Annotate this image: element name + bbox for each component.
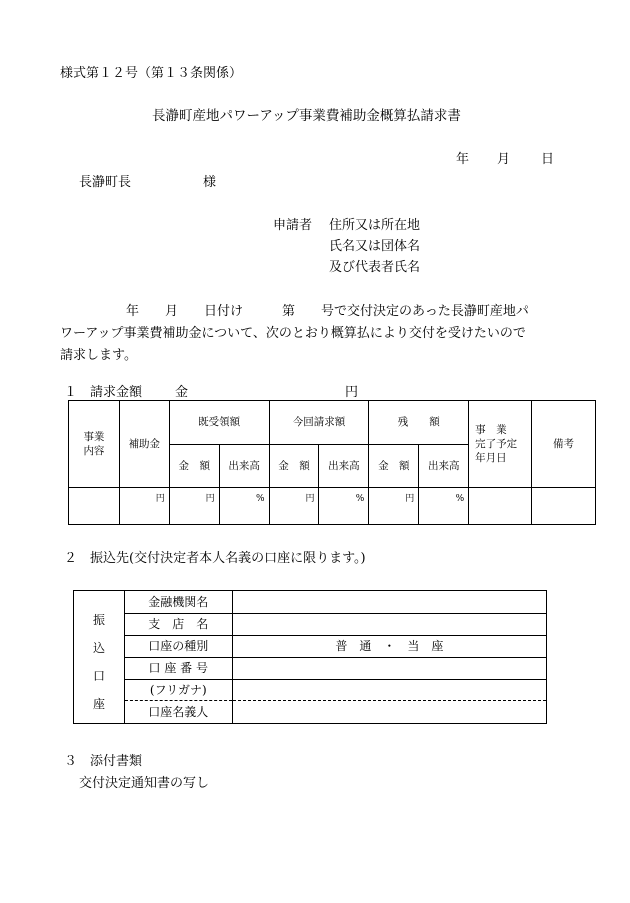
header-konkai: 今回請求額 <box>269 401 369 445</box>
section1-yen: 円 <box>345 385 359 400</box>
label-account-number: 口 座 番 号 <box>124 658 232 680</box>
side-char-3: 口 <box>92 669 105 683</box>
header-jigyo-naiyo: 事業 内容 <box>69 401 120 488</box>
cell-zan-kingaku[interactable]: 円 <box>369 488 419 525</box>
attachment-item: 交付決定通知書の写し <box>79 776 210 791</box>
header-dekidaka: 出来高 <box>219 445 269 488</box>
request-amount-table <box>68 400 596 525</box>
section1-heading: １ 請求金額 <box>64 385 143 400</box>
bank-transfer-table <box>73 590 547 724</box>
body-line-3: 請求します。 <box>60 348 137 363</box>
bank-side-label <box>74 591 125 724</box>
body-line-2: ワーアップ事業費補助金について、次のとおり概算払により交付を受けたいので <box>60 326 526 341</box>
header-zan: 残 額 <box>369 401 469 445</box>
side-char-1: 振 <box>92 613 105 627</box>
header-dekidaka: 出来高 <box>319 445 369 488</box>
request-body <box>60 301 580 367</box>
field-branch[interactable] <box>232 614 546 636</box>
header-kanryo: 事 業 完了予定 年月日 <box>469 401 532 488</box>
header-biko: 備考 <box>532 401 596 488</box>
cell-jigyo-naiyo[interactable] <box>69 488 120 525</box>
field-furigana[interactable] <box>232 680 546 701</box>
field-bank-name[interactable] <box>232 591 546 614</box>
form-number: 様式第１２号（第１３条関係） <box>60 66 243 81</box>
label-bank-name: 金融機関名 <box>124 591 232 614</box>
section1-kin: 金 <box>175 385 189 400</box>
applicant-address: 住所又は所在地 <box>329 218 421 233</box>
date-year: 年 <box>456 152 470 167</box>
label-account-type: 口座の種別 <box>124 636 232 658</box>
cell-kijuryo-dekidaka[interactable]: % <box>219 488 269 525</box>
cell-zan-dekidaka[interactable]: % <box>419 488 469 525</box>
header-kijuryo: 既受領額 <box>169 401 269 445</box>
field-account-type[interactable]: 普 通 ・ 当 座 <box>232 636 546 658</box>
header-dekidaka: 出来高 <box>419 445 469 488</box>
header-hojokin: 補助金 <box>119 401 169 488</box>
cell-konkai-dekidaka[interactable]: % <box>319 488 369 525</box>
body-line-1: 年 月 日付け 第 号で交付決定のあった長瀞町産地パ <box>126 304 529 319</box>
document-title: 長瀞町産地パワーアップ事業費補助金概算払請求書 <box>152 108 461 124</box>
cell-hojokin[interactable]: 円 <box>119 488 169 525</box>
label-account-holder: 口座名義人 <box>124 701 232 724</box>
field-account-number[interactable] <box>232 658 546 680</box>
applicant-name: 氏名又は団体名 <box>329 239 421 254</box>
header-kingaku: 金 額 <box>169 445 219 488</box>
cell-konkai-kingaku[interactable]: 円 <box>269 488 319 525</box>
section2-heading: ２ 振込先(交付決定者本人名義の口座に限ります。) <box>64 551 366 566</box>
section3-heading: ３ 添付書類 <box>64 754 143 769</box>
label-furigana: (フリガナ) <box>124 680 232 701</box>
label-branch: 支 店 名 <box>124 614 232 636</box>
side-char-2: 込 <box>92 641 105 655</box>
date-day: 日 <box>541 152 555 167</box>
cell-kanryo[interactable] <box>469 488 532 525</box>
addressee-name: 長瀞町長 <box>79 175 132 190</box>
cell-kijuryo-kingaku[interactable]: 円 <box>169 488 219 525</box>
applicant-label: 申請者 <box>273 218 313 233</box>
field-account-holder[interactable] <box>232 701 546 724</box>
header-kingaku: 金 額 <box>369 445 419 488</box>
header-kingaku: 金 額 <box>269 445 319 488</box>
date-month: 月 <box>497 152 511 167</box>
side-char-4: 座 <box>92 697 105 711</box>
applicant-representative: 及び代表者氏名 <box>329 260 421 275</box>
cell-biko[interactable] <box>532 488 596 525</box>
addressee-honorific: 様 <box>203 175 217 190</box>
